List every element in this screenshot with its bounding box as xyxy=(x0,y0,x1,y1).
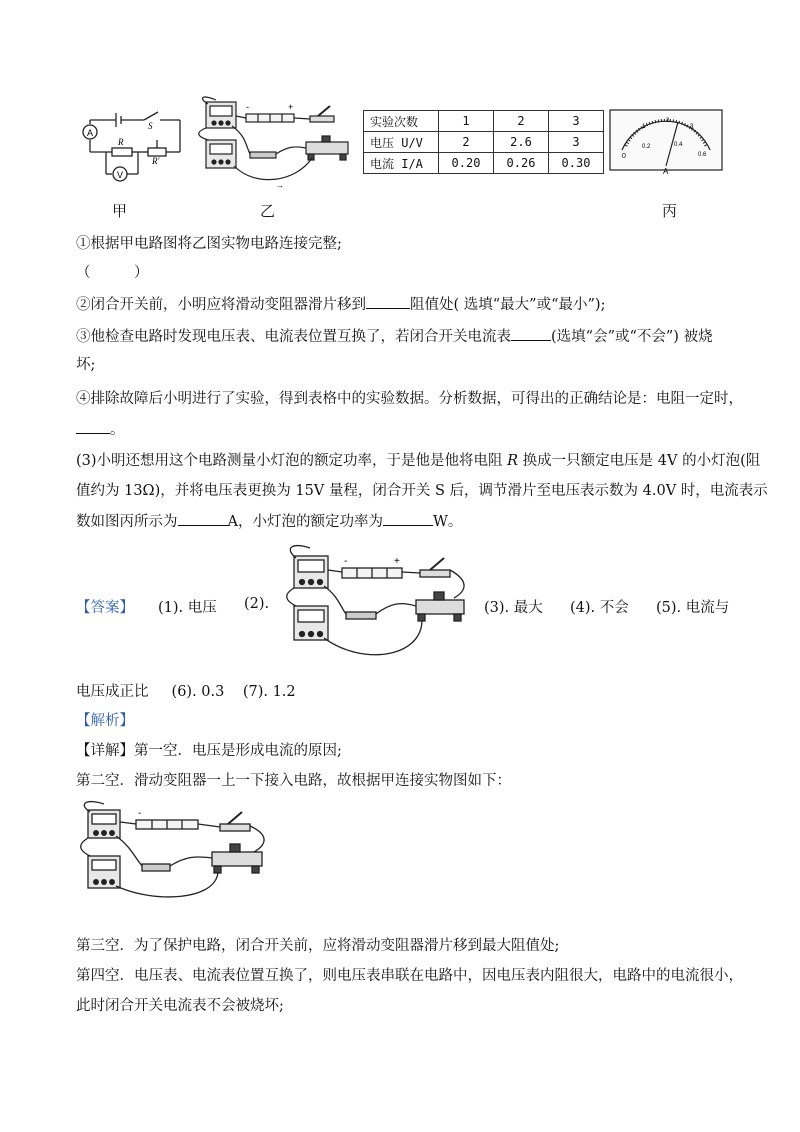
question-4-end: 。 xyxy=(110,422,125,438)
physical-circuit-yi xyxy=(196,96,356,192)
answer-1: (1). 电压 xyxy=(158,600,217,616)
figure-caption-bing: 丙 xyxy=(662,202,678,220)
resistor-symbol: R xyxy=(507,453,519,469)
dial-tick-label: 0.4 xyxy=(674,142,683,148)
analysis-tag: 【解析】 xyxy=(76,713,134,729)
dial-tick-label: 0 xyxy=(622,153,626,160)
answer-5: (5). 电流与 xyxy=(656,600,730,616)
answer-line-2 xyxy=(76,682,296,702)
answer-2: (2). xyxy=(244,596,270,612)
answer-blank xyxy=(178,511,228,526)
dial-unit-label: A xyxy=(663,167,669,174)
question-3 xyxy=(76,326,713,347)
question-5-text-c: 数如图丙所示为 xyxy=(76,514,178,530)
table-cell: 0.26 xyxy=(494,153,549,174)
answer-blank xyxy=(511,326,551,341)
dial-tick-label: 3 xyxy=(690,124,694,130)
question-5-text-e: W。 xyxy=(432,514,463,530)
question-5 xyxy=(76,451,760,471)
table-row-label: 电压 U/V xyxy=(364,132,439,153)
question-1-answer-space: （ ） xyxy=(76,265,149,281)
dial-tick-label: 2 xyxy=(666,118,670,124)
figure-caption-yi: 乙 xyxy=(260,202,276,220)
dial-tick-label: 1 xyxy=(642,124,646,130)
question-5-text-b: 换成一只额定电压是 4V 的小灯泡(阻 xyxy=(518,453,761,469)
arrow-mark: → xyxy=(276,181,284,190)
question-5-text-d: A，小灯泡的额定功率为 xyxy=(227,514,383,530)
question-5-line-2: 值约为 13Ω)，并将电压表更换为 15V 量程，闭合开关 S 后，调节滑片至电压表示数为 4.0V 时，电流表示 xyxy=(76,483,768,499)
table-col-header: 1 xyxy=(439,111,494,132)
resistor-label: R xyxy=(118,137,124,147)
switch-label: S xyxy=(148,121,153,131)
question-2-text-end: 阻值处( 选填“最大”或“最小”); xyxy=(410,297,606,313)
question-4: ④排除故障后小明进行了实验，得到表格中的实验数据。分析数据，可得出的正确结论是：电阻一定时， xyxy=(76,391,743,407)
question-2 xyxy=(76,294,605,315)
table-row xyxy=(364,132,604,153)
answer-blank xyxy=(383,511,433,526)
answer-blank xyxy=(76,419,110,434)
question-5-line-3 xyxy=(76,511,462,532)
table-row xyxy=(364,153,604,174)
answer-battery-minus: - xyxy=(344,556,348,567)
answer-5-cont: 电压成正比 xyxy=(76,684,149,700)
table-cell: 2 xyxy=(439,132,494,153)
dial-tick-label: 0.6 xyxy=(698,152,707,158)
ammeter-dial-bing xyxy=(608,108,724,174)
circuit-diagram-jia xyxy=(76,100,186,195)
question-3-text: ③他检查电路时发现电压表、电流表位置互换了，若闭合开关电流表 xyxy=(76,329,511,345)
data-table xyxy=(363,110,604,174)
answer-6: (6). 0.3 xyxy=(171,684,225,700)
analysis-battery-minus: - xyxy=(138,808,142,819)
table-row-label: 电流 I/A xyxy=(364,153,439,174)
dial-tick-label: 0.2 xyxy=(642,144,651,150)
ammeter-symbol-label: A xyxy=(87,128,94,138)
question-4-cont xyxy=(76,419,125,440)
analysis-circuit-diagram xyxy=(76,800,276,900)
analysis-detail: 【详解】第一空．电压是形成电流的原因; xyxy=(76,743,342,759)
answer-tag: 【答案】 xyxy=(76,600,134,616)
question-5-text: (3)小明还想用这个电路测量小灯泡的额定功率，于是他是他将电阻 xyxy=(76,453,508,469)
battery-minus-label: - xyxy=(246,102,249,112)
figure-caption-jia: 甲 xyxy=(112,202,128,220)
answer-battery-plus: + xyxy=(394,556,400,567)
question-3-cont: 坏; xyxy=(76,357,96,373)
analysis-fourth: 第四空．电压表、电流表位置互换了，则电压表串联在电路中，因电压表内阻很大，电路中的电流很小， xyxy=(76,968,743,984)
rheostat-label: R' xyxy=(152,156,160,166)
table-cell: 0.30 xyxy=(549,153,604,174)
analysis-fourth-cont: 此时闭合开关电流表不会被烧坏; xyxy=(76,998,284,1014)
answer-4: (4). 不会 xyxy=(570,600,629,616)
table-cell: 3 xyxy=(549,132,604,153)
question-3-text-end: (选填“会”或“不会”) 被烧 xyxy=(551,329,713,345)
answer-blank xyxy=(366,294,410,309)
table-row xyxy=(364,111,604,132)
answer-3: (3). 最大 xyxy=(484,600,543,616)
table-cell: 2.6 xyxy=(494,132,549,153)
table-col-header: 2 xyxy=(494,111,549,132)
table-cell: 0.20 xyxy=(439,153,494,174)
question-1: ①根据甲电路图将乙图实物电路连接完整; xyxy=(76,236,342,252)
question-2-text: ②闭合开关前，小明应将滑动变阻器滑片移到 xyxy=(76,297,366,313)
answer-circuit-diagram xyxy=(282,540,472,670)
analysis-third: 第三空．为了保护电路，闭合开关前，应将滑动变阻器滑片移到最大阻值处; xyxy=(76,938,560,954)
battery-plus-label: + xyxy=(288,102,294,112)
analysis-second: 第二空．滑动变阻器一上一下接入电路，故根据甲连接实物图如下： xyxy=(76,773,511,789)
voltmeter-symbol-label: V xyxy=(117,170,124,180)
answer-7: (7). 1.2 xyxy=(242,684,296,700)
table-header-cell: 实验次数 xyxy=(364,111,439,132)
table-col-header: 3 xyxy=(549,111,604,132)
